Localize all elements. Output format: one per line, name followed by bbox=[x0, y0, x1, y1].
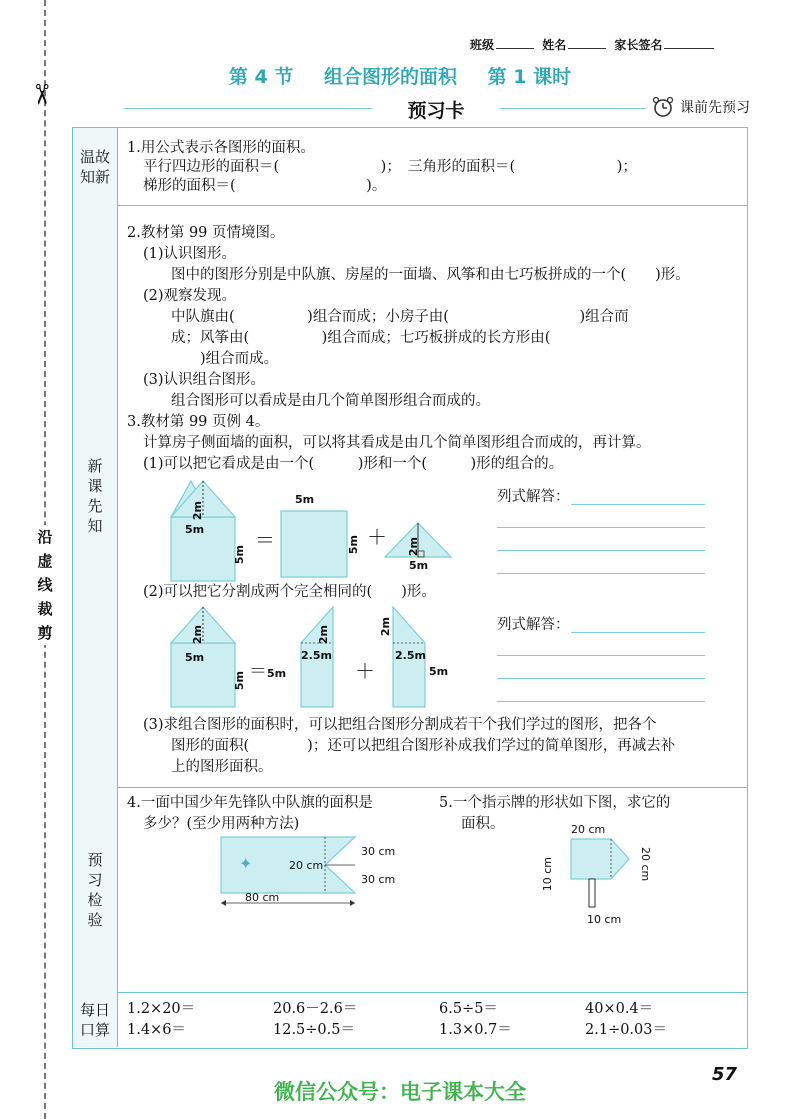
answer-line-2c[interactable] bbox=[497, 678, 705, 679]
cut-instruction: 沿 虚 线 裁 剪 bbox=[34, 525, 56, 645]
q2-sub1-text[interactable]: 图中的图形分别是中队旗、房屋的一面墙、风筝和由七巧板拼成的一个( )形。 bbox=[171, 267, 690, 283]
signpost-dim-post: 10 cm bbox=[587, 913, 622, 926]
trapezoid2-top-height: 2m bbox=[379, 617, 392, 637]
q3-title: 3.教材第 99 页例 4。 bbox=[127, 414, 270, 430]
scissors-icon: ✂ bbox=[25, 82, 59, 107]
q1-line-parallelogram-triangle[interactable]: 平行四边形的面积＝( )； 三角形的面积＝( )； bbox=[143, 159, 637, 175]
equals-sign-2: ＝ bbox=[249, 661, 267, 682]
flag-dim-notch: 20 cm bbox=[289, 859, 324, 872]
parent-signature-label: 家长签名 bbox=[614, 38, 663, 52]
q3-sub2[interactable]: (2)可以把它分割成两个完全相同的( )形。 bbox=[143, 584, 436, 600]
class-label: 班级 bbox=[470, 38, 495, 52]
oral-item-6[interactable]: 12.5÷0.5＝ bbox=[273, 1022, 355, 1038]
signpost-dim-left: 10 cm bbox=[541, 857, 554, 892]
oral-item-1[interactable]: 1.2×20＝ bbox=[127, 1001, 196, 1017]
house2-triangle-height: 2m bbox=[191, 625, 204, 645]
review-row bbox=[73, 128, 747, 206]
triangle-base: 5m bbox=[409, 559, 429, 572]
page-number: 57 bbox=[712, 1064, 738, 1085]
class-blank[interactable] bbox=[496, 48, 534, 49]
answer-line-1c[interactable] bbox=[497, 550, 705, 551]
oral-item-4[interactable]: 40×0.4＝ bbox=[585, 1001, 654, 1017]
house1-base-width: 5m bbox=[185, 523, 205, 536]
oral-item-5[interactable]: 1.4×6＝ bbox=[127, 1022, 186, 1038]
preview-card-bar bbox=[124, 96, 748, 122]
signpost-diagram bbox=[561, 833, 651, 913]
signpost-dim-top: 20 cm bbox=[571, 823, 606, 836]
q2-title: 2.教材第 99 页情境图。 bbox=[127, 225, 285, 241]
preview-check-row bbox=[73, 787, 747, 993]
page-title: 第 4 节 组合图形的面积 第 1 课时 bbox=[228, 66, 572, 88]
flag-dim-width: 80 cm bbox=[245, 891, 280, 904]
flag-diagram bbox=[219, 833, 379, 913]
triangle-height: 2m bbox=[407, 537, 420, 557]
signpost-dim-right: 20 cm bbox=[639, 847, 652, 882]
q2-sub1: (1)认识图形。 bbox=[143, 246, 237, 262]
flag-dim-bottom: 30 cm bbox=[361, 873, 396, 886]
house1-triangle-height: 2m bbox=[191, 501, 204, 521]
new-knowledge-label: 新 课 先 知 bbox=[73, 205, 118, 787]
q2-sub2-line2[interactable]: 成；风筝由( )组合而成；七巧板拼成的长方形由( bbox=[171, 330, 652, 346]
square-top-width: 5m bbox=[295, 493, 315, 506]
parent-signature-blank[interactable] bbox=[664, 48, 714, 49]
q3-sub3-line1: (3)求组合图形的面积时，可以把组合图形分割成若干个我们学过的图形，把各个 bbox=[143, 717, 657, 733]
q2-sub2-line3[interactable]: )组合而成。 bbox=[171, 351, 279, 367]
name-label: 姓名 bbox=[542, 38, 567, 52]
trapezoid1-top-height: 2m bbox=[317, 625, 330, 645]
square-side-height: 5m bbox=[347, 535, 360, 555]
oral-item-8[interactable]: 2.1÷0.03＝ bbox=[585, 1022, 667, 1038]
q2-sub3: (3)认识组合图形。 bbox=[143, 372, 266, 388]
answer-line-2b[interactable] bbox=[497, 655, 705, 656]
preview-tag: 课前先预习 bbox=[646, 96, 750, 118]
student-info-fields bbox=[470, 36, 718, 53]
q3-sub1[interactable]: (1)可以把它看成是由一个( )形和一个( )形的组合的。 bbox=[143, 456, 564, 472]
oral-item-7[interactable]: 1.3×0.7＝ bbox=[439, 1022, 512, 1038]
trapezoid1-width: 2.5m bbox=[301, 649, 332, 662]
pioneer-emblem-icon: ✦ bbox=[239, 854, 253, 873]
preview-card-title: 预习卡 bbox=[372, 96, 500, 122]
plus-sign-1: ＋ bbox=[367, 525, 387, 549]
trapezoid2-height: 5m bbox=[429, 665, 449, 678]
q2-sub2: (2)观察发现。 bbox=[143, 288, 237, 304]
oral-item-2[interactable]: 20.6－2.6＝ bbox=[273, 1001, 358, 1017]
q1-title: 1.用公式表示各图形的面积。 bbox=[127, 140, 315, 156]
new-knowledge-row bbox=[73, 205, 747, 788]
q3-sub3-line3: 上的图形面积。 bbox=[171, 759, 273, 775]
oral-item-3[interactable]: 6.5÷5＝ bbox=[439, 1001, 498, 1017]
equals-sign-1: ＝ bbox=[255, 528, 275, 552]
q2-sub2-line1[interactable]: 中队旗由( )组合而成；小房子由( )组合而 bbox=[171, 309, 629, 325]
q4-line1: 4.一面中国少年先锋队中队旗的面积是 bbox=[127, 795, 373, 811]
review-label: 温故 知新 bbox=[73, 128, 118, 205]
answer-line-1b[interactable] bbox=[497, 527, 705, 528]
flag-dim-top: 30 cm bbox=[361, 845, 396, 858]
clock-icon bbox=[650, 96, 676, 118]
answer-line-2d[interactable] bbox=[497, 701, 705, 702]
daily-oral-row bbox=[73, 992, 747, 1047]
q3-intro: 计算房子侧面墙的面积，可以将其看成是由几个简单图形组合而成的，再计算。 bbox=[143, 435, 651, 451]
house2-wall-height: 5m bbox=[233, 671, 246, 691]
answer-line-2a[interactable] bbox=[571, 632, 705, 633]
square-shape bbox=[281, 511, 347, 577]
worksheet-table bbox=[72, 127, 748, 1049]
q5-line2: 面积。 bbox=[461, 816, 505, 832]
answer-label-1: 列式解答： bbox=[497, 489, 570, 505]
q1-line-trapezoid[interactable]: 梯形的面积＝( )。 bbox=[143, 178, 387, 194]
preview-check-label: 预 习 检 验 bbox=[73, 787, 118, 992]
name-blank[interactable] bbox=[568, 48, 606, 49]
house2-base-width: 5m bbox=[185, 651, 205, 664]
trapezoid2-width: 2.5m bbox=[395, 649, 426, 662]
q5-line1: 5.一个指示牌的形状如下图，求它的 bbox=[439, 795, 671, 811]
q3-sub3-line2[interactable]: 图形的面积( )；还可以把组合图形补成我们学过的简单图形，再减去补 bbox=[171, 738, 676, 754]
daily-oral-label: 每日 口算 bbox=[73, 992, 118, 1047]
footer-watermark: 微信公众号：电子课本大全 bbox=[274, 1080, 526, 1104]
q4-line2: 多少？(至少用两种方法) bbox=[143, 816, 300, 832]
plus-sign-2: ＋ bbox=[355, 659, 375, 683]
trapezoid1-height: 5m bbox=[267, 667, 287, 680]
q2-sub3-text: 组合图形可以看成是由几个简单图形组合而成的。 bbox=[171, 393, 490, 409]
answer-line-1a[interactable] bbox=[571, 504, 705, 505]
answer-line-1d[interactable] bbox=[497, 573, 705, 574]
house1-wall-height: 5m bbox=[233, 545, 246, 565]
answer-label-2: 列式解答： bbox=[497, 617, 570, 633]
